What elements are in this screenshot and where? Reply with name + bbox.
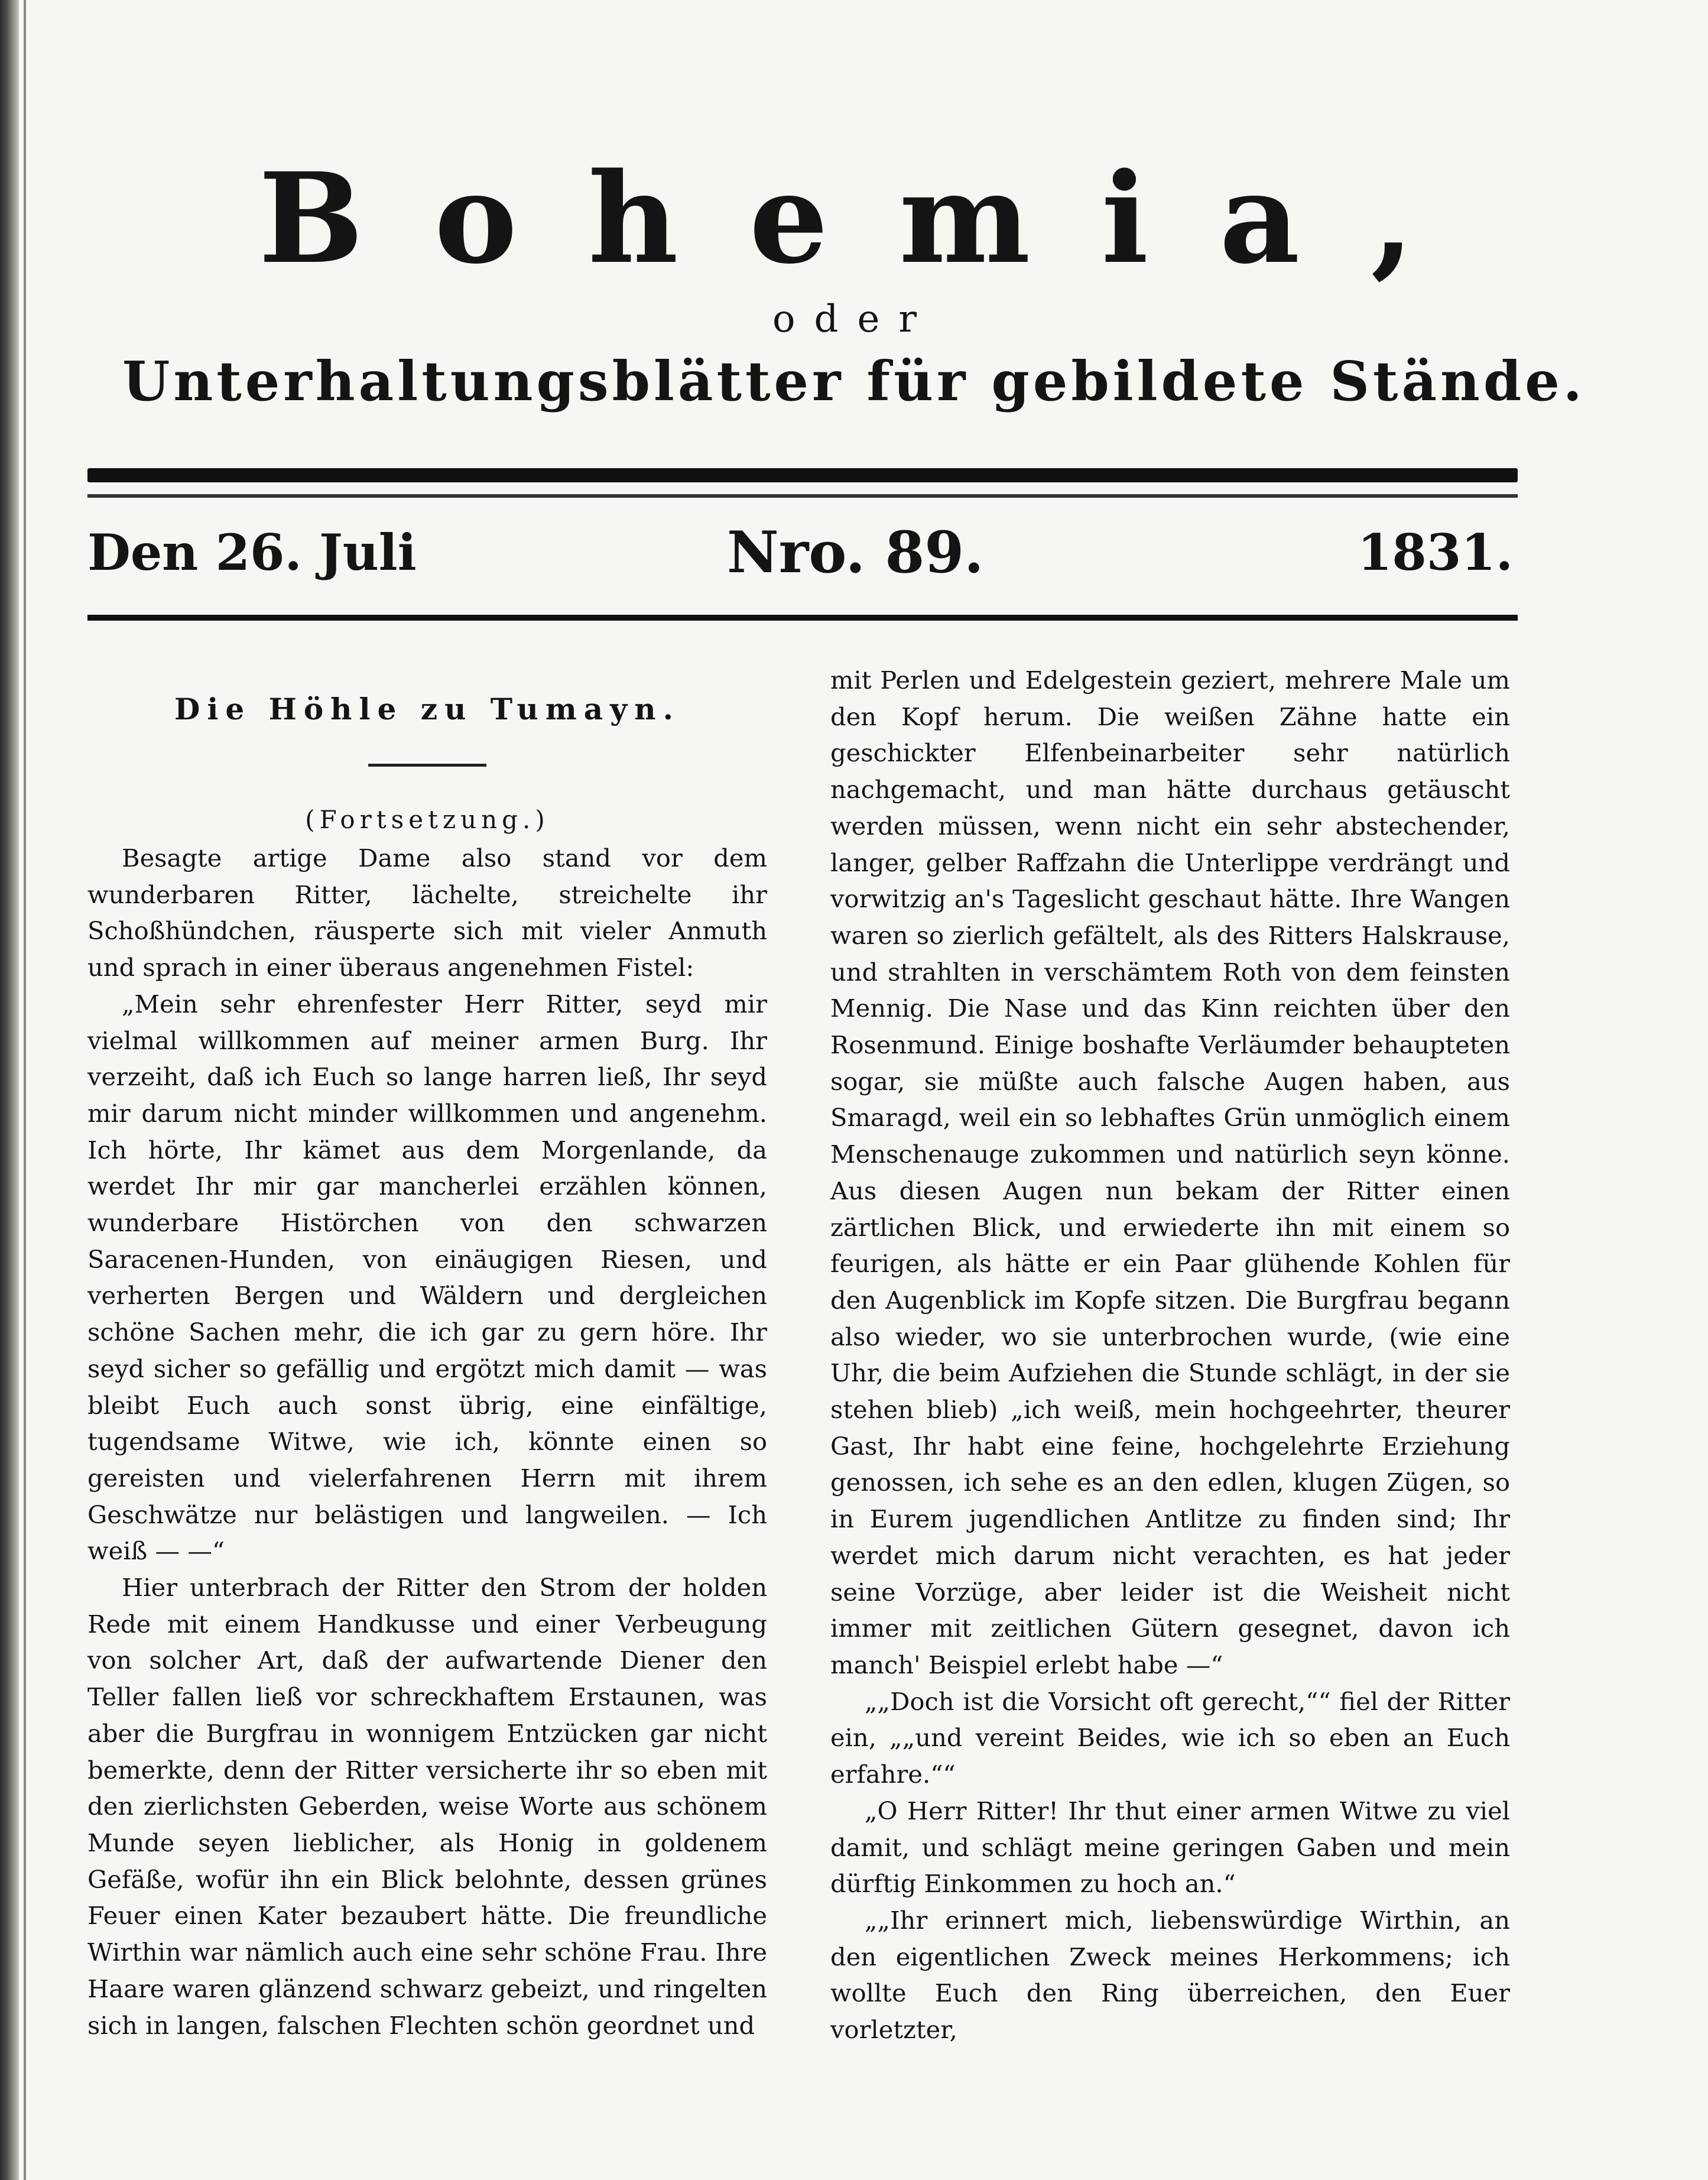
paragraph: mit Perlen und Edelgestein geziert, mehrere Male um den Kopf herum. Die weißen Zähne hatte ein geschickter Elfenbeinarbeiter sehr natürlich nachgemacht, und man hätte durchaus getäuscht werden müssen, wenn nicht ein sehr abstechender, langer, gelber Raffzahn die Unterlippe verdrängt und vorwitzig an's Tageslicht geschaut hätte. Ihre Wangen waren so zierlich gefältelt, als des Ritters Halskrause, und strahlten in verschämtem Roth von dem feinsten Mennig. Die Nase und das Kinn reichten über den Rosenmund. Einige boshafte Verläumder behaupteten sogar, sie müßte auch falsche Augen haben, aus Smaragd, weil ein so lebhaftes Grün unmöglich einem Menschenauge zukommen und natürlich seyn könne. Aus diesen Augen nun bekam der Ritter einen zärtlichen Blick, und erwiederte ihn mit einem so feurigen, als hätte er ein Paar glühende Kohlen für den Augenblick im Kopfe sitzen. Die Burgfrau begann also wieder, wo sie unterbrochen wurde, (wie eine Uhr, die beim Aufziehen die Stunde schlägt, in der sie stehen blieb) „ich weiß, mein hochgeehrter, theurer Gast, Ihr habt eine feine, hochgelehrte Erziehung genossen, ich sehe es an den edlen, klugen Zügen, so in Eurem jugendlichen Antlitze zu finden sind; Ihr werdet mich darum nicht verachten, es hat jeder seine Vorzüge, aber leider ist die Weisheit nicht immer mit zeitlichen Gütern gesegnet, davon ich manch' Beispiel erlebt habe —“ (830, 666, 1510, 1679)
paragraph: Hier unterbrach der Ritter den Strom der holden Rede mit einem Handkusse und einer Verbeugung von solcher Art, daß der aufwartende Diener den Teller fallen ließ vor schreckhaftem Erstaunen, was aber die Burgfrau in wonnigem Entzücken gar nicht bemerkte, denn der Ritter versicherte ihr so eben mit den zierlichsten Geberden, weise Worte aus schönem Munde seyen lieblicher, als Honig in goldenem Gefäße, wofür ihn ein Blick belohnte, dessen grünes Feuer einen Kater bezaubert hätte. Die freundliche Wirthin war nämlich auch eine sehr schöne Frau. Ihre Haare waren glänzend schwarz gebeizt, und ringelten sich in langen, falschen Flechten schön geordnet und (87, 1573, 767, 2040)
masthead-rule-thin (87, 494, 1518, 498)
title-connector: oder (772, 297, 936, 341)
paragraph: „O Herr Ritter! Ihr thut einer armen Witwe zu viel damit, und schlägt meine geringen Gaben und mein dürftig Einkommen zu hoch an.“ (830, 1796, 1510, 1899)
newspaper-title: Bohemia, (258, 145, 1485, 291)
column-right (830, 662, 1510, 2048)
column-left (87, 662, 767, 2043)
title-divider (368, 764, 486, 767)
dateline-rule (87, 615, 1518, 621)
issue-date: Den 26. Juli (87, 523, 417, 582)
paragraph: Besagte artige Dame also stand vor dem wunderbaren Ritter, lächelte, streichelte ihr Schoßhündchen, räusperte sich mit vieler Anmuth und sprach in einer überaus angenehmen Fistel: (87, 844, 767, 982)
issue-year: 1831. (1357, 523, 1513, 582)
paragraph: „„Doch ist die Vorsicht oft gerecht,““ fiel der Ritter ein, „„und vereint Beides, wie ich so eben an Euch erfahre.““ (830, 1686, 1510, 1789)
paragraph: „Mein sehr ehrenfester Herr Ritter, seyd mir vielmal willkommen auf meiner armen Burg. Ihr verzeiht, daß ich Euch so lange harren ließ, Ihr seyd mir darum nicht minder willkommen und angenehm. Ich hörte, Ihr kämet aus dem Morgenlande, da werdet Ihr mir gar mancherlei erzählen können, wunderbare Histörchen von den schwarzen Saracenen-Hunden, von einäugigen Riesen, und verherten Bergen und Wäldern und dergleichen schöne Sachen mehr, die ich gar zu gern höre. Ihr seyd sicher so gefällig und ergötzt mich damit — was bleibt Euch auch sonst übrig, eine einfältige, tugendsame Witwe, wie ich, könnte einen so gereisten und vielerfahrenen Herrn mit ihrem Geschwätze nur belästigen und langweilen. — Ich weiß — —“ (87, 989, 767, 1566)
newspaper-subtitle: Unterhaltungsblätter für gebildete Stände. (122, 349, 1586, 413)
continuation-note: (Fortsetzung.) (305, 805, 550, 834)
article-title: Die Höhle zu Tumayn. (174, 692, 680, 726)
issue-number: Nro. 89. (727, 519, 984, 586)
paragraph: „„Ihr erinnert mich, liebenswürdige Wirthin, an den eigentlichen Zweck meines Herkommens; ich wollte Euch den Ring überreichen, den Euer vorletzter, (830, 1905, 1510, 2045)
masthead-rule-thick (87, 468, 1518, 482)
